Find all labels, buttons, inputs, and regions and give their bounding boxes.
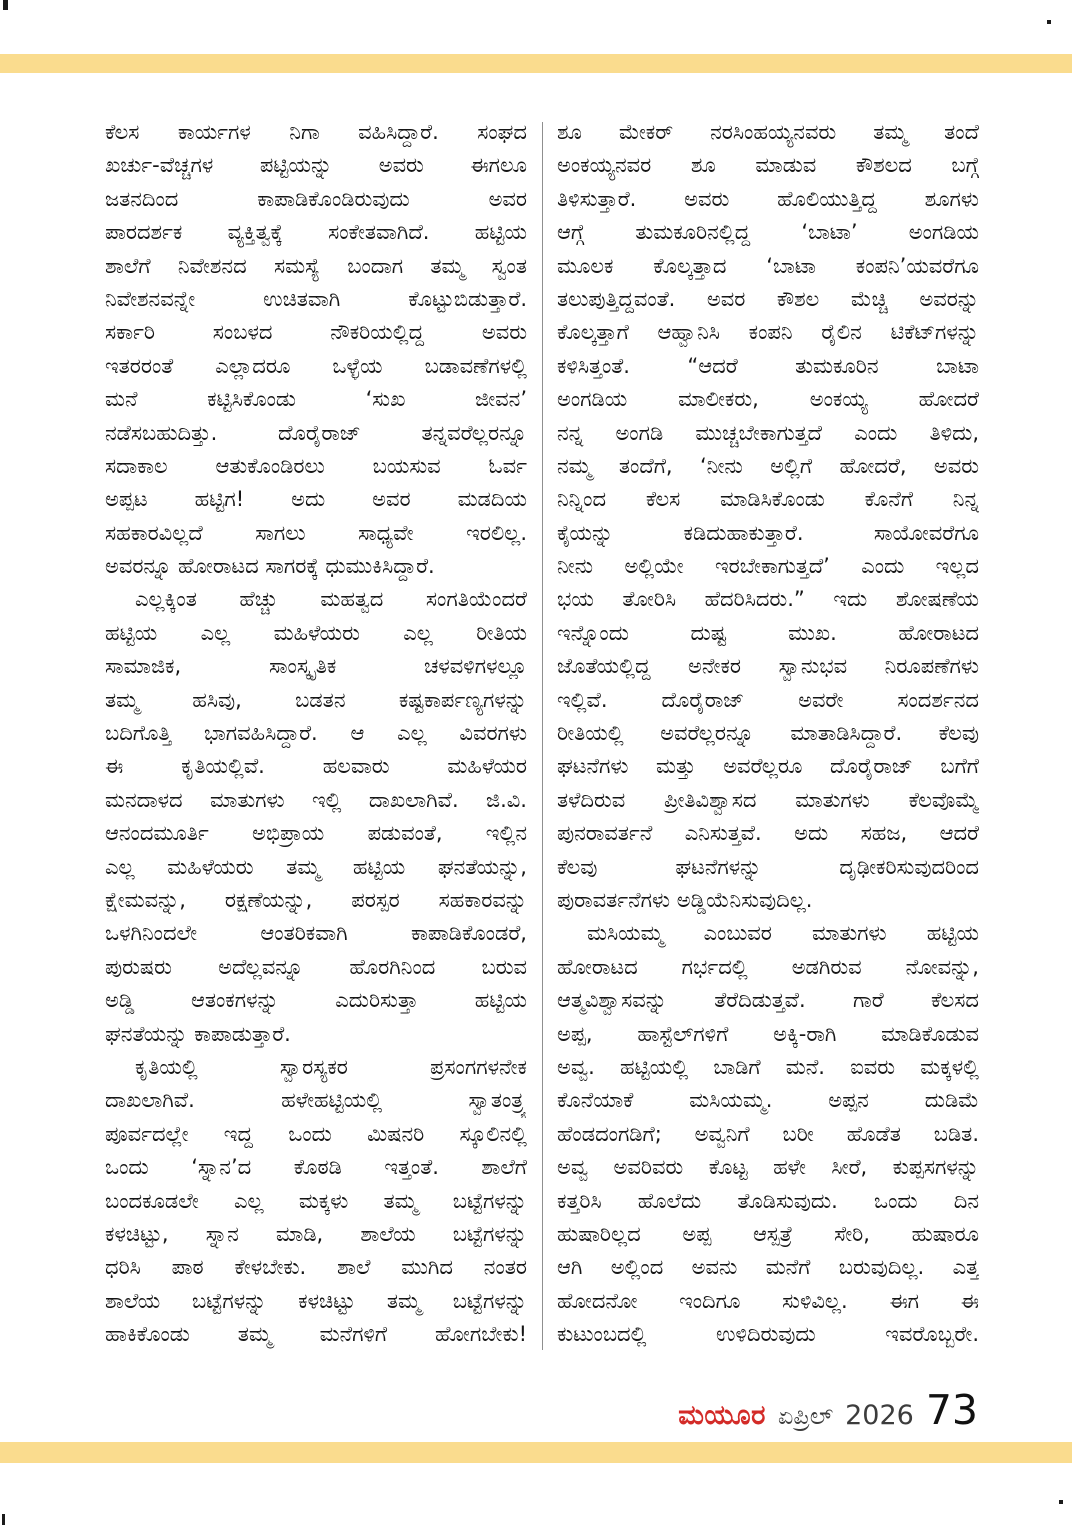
text-line: ಧರಿಸಿ ಪಾಠ ಕೇಳಬೇಕು. ಶಾಲೆ ಮುಗಿದ ನಂತರ (105, 1255, 527, 1280)
text-line: ಕೃತಿಯಲ್ಲಿ ಸ್ವಾರಸ್ಯಕರ ಪ್ರಸಂಗಗಳನೇಕ (135, 1054, 527, 1079)
text-line: ಬಂದಕೂಡಲೇ ಎಲ್ಲ ಮಕ್ಕಳು ತಮ್ಮ ಬಟ್ಟೆಗಳನ್ನು (105, 1188, 527, 1213)
article-body (105, 116, 979, 1351)
text-line: ನೀನು ಅಲ್ಲಿಯೇ ಇರಬೇಕಾಗುತ್ತದೆ’ ಎಂದು ಇಲ್ಲದ (557, 554, 979, 579)
text-line: ಸಾಮಾಜಿಕ, ಸಾಂಸ್ಕೃತಿಕ ಚಳವಳಿಗಳಲ್ಲೂ (105, 654, 527, 679)
text-line: ತಲುಪುತ್ತಿದ್ದವಂತೆ. ಅವರ ಕೌಶಲ ಮೆಚ್ಚಿ ಅವರನ್ನು (557, 286, 979, 311)
text-line: ತಿಳಿಸುತ್ತಾರೆ. ಅವರು ಹೊಲಿಯುತ್ತಿದ್ದ ಶೂಗಳು (557, 186, 979, 211)
text-line: ಇತರರಂತೆ ಎಲ್ಲಾದರೂ ಒಳ್ಳೆಯ ಬಡಾವಣೆಗಳಲ್ಲಿ (105, 353, 527, 378)
text-line: ಖರ್ಚು-ವೆಚ್ಚಗಳ ಪಟ್ಟಿಯನ್ನು ಅವರು ಈಗಲೂ (105, 153, 527, 178)
text-line: ಭಯ ತೋರಿಸಿ ಹೆದರಿಸಿದರು.” ಇದು ಶೋಷಣೆಯ (557, 587, 979, 612)
text-line: ಹುಷಾರಿಲ್ಲದ ಅಪ್ಪ ಆಸ್ಪತ್ರೆ ಸೇರಿ, ಹುಷಾರೂ (557, 1221, 979, 1246)
text-line: ಪುರುಷರು ಅದೆಲ್ಲವನ್ನೂ ಹೊರಗಿನಿಂದ ಬರುವ (105, 954, 527, 979)
text-line: ಎಲ್ಲ ಮಹಿಳೆಯರು ತಮ್ಮ ಹಟ್ಟಿಯ ಘನತೆಯನ್ನು, (105, 854, 527, 879)
text-line: ಹಟ್ಟಿಯ ಎಲ್ಲ ಮಹಿಳೆಯರು ಎಲ್ಲ ರೀತಿಯ (105, 620, 527, 645)
text-line: ಕೊಲ್ಕತ್ತಾಗೆ ಆಹ್ವಾನಿಸಿ ಕಂಪನಿ ರೈಲಿನ ಟಿಕೆಟ್‌ಗಳನ್ನು (557, 320, 979, 345)
text-line: ಅವ್ವ ಅವರಿವರು ಕೊಟ್ಟ ಹಳೇ ಸೀರೆ, ಕುಪ್ಪಸಗಳನ್ನು (557, 1155, 979, 1180)
crop-mark-top-left (3, 0, 8, 10)
magazine-logo: ಮಯೂರ (678, 1400, 766, 1431)
column-divider (542, 122, 543, 1350)
text-line: ಪುನರಾವರ್ತನೆ ಎನಿಸುತ್ತವೆ. ಅದು ಸಹಜ, ಆದರೆ (557, 821, 979, 846)
text-line: ಪೂರ್ವದಲ್ಲೇ ಇದ್ದ ಒಂದು ಮಿಷನರಿ ಸ್ಕೂಲಿನಲ್ಲಿ (105, 1121, 527, 1146)
text-line: ನಡೆಸಬಹುದಿತ್ತು. ದೊರೈರಾಜ್ ತನ್ನವರೆಲ್ಲರನ್ನೂ (105, 420, 527, 445)
text-line: ಇನ್ನೊಂದು ದುಷ್ಟ ಮುಖ. ಹೋರಾಟದ (557, 620, 979, 645)
text-line: ಕ್ಷೇಮವನ್ನು, ರಕ್ಷಣೆಯನ್ನು, ಪರಸ್ಪರ ಸಹಕಾರವನ್ನು (105, 887, 527, 912)
text-line: ಕೆಲಸ ಕಾರ್ಯಗಳ ನಿಗಾ ವಹಿಸಿದ್ದಾರೆ. ಸಂಘದ (105, 120, 527, 144)
issue-month: ಏಪ್ರಿಲ್ (777, 1402, 834, 1430)
text-line: ನಿವೇಶನವನ್ನೇ ಉಚಿತವಾಗಿ ಕೊಟ್ಟುಬಿಡುತ್ತಾರೆ. (105, 286, 527, 311)
text-line: ಹಾಕಿಕೊಂಡು ತಮ್ಮ ಮನೆಗಳಿಗೆ ಹೋಗಬೇಕು! (105, 1322, 527, 1347)
text-line: ಅಂಕಯ್ಯನವರ ಶೂ ಮಾಡುವ ಕೌಶಲದ ಬಗ್ಗೆ (557, 153, 979, 178)
text-line: ಈ ಕೃತಿಯಲ್ಲಿವೆ. ಹಲವಾರು ಮಹಿಳೆಯರ (105, 754, 527, 779)
text-line: ಇಲ್ಲಿವೆ. ದೊರೈರಾಜ್ ಅವರೇ ಸಂದರ್ಶನದ (557, 687, 979, 712)
text-line: ಮನೆ ಕಟ್ಟಿಸಿಕೊಂಡು ‘ಸುಖ ಜೀವನ’ (105, 387, 527, 412)
text-line: ಎಲ್ಲಕ್ಕಿಂತ ಹೆಚ್ಚು ಮಹತ್ವದ ಸಂಗತಿಯೆಂದರೆ (135, 587, 527, 612)
left-column (105, 116, 527, 1351)
text-line: ಹೆಂಡದಂಗಡಿಗೆ; ಅವ್ವನಿಗೆ ಬರೀ ಹೊಡೆತ ಬಡಿತ. (557, 1121, 979, 1146)
text-line: ಜತನದಿಂದ ಕಾಪಾಡಿಕೊಂಡಿರುವುದು ಅವರ (105, 186, 527, 211)
text-line: ಹೋದನೋ ಇಂದಿಗೂ ಸುಳಿವಿಲ್ಲ. ಈಗ ಈ (557, 1288, 979, 1313)
text-line: ನಿನ್ನಿಂದ ಕೆಲಸ ಮಾಡಿಸಿಕೊಂಡು ಕೊನೆಗೆ ನಿನ್ನ (557, 487, 979, 512)
text-line: ಮನದಾಳದ ಮಾತುಗಳು ಇಲ್ಲಿ ದಾಖಲಾಗಿವೆ. ಜಿ.ವಿ. (105, 787, 527, 812)
text-line: ಕತ್ತರಿಸಿ ಹೊಲೆದು ತೊಡಿಸುವುದು. ಒಂದು ದಿನ (557, 1188, 979, 1213)
text-line: ಜೊತೆಯಲ್ಲಿದ್ದ ಅನೇಕರ ಸ್ವಾನುಭವ ನಿರೂಪಣೆಗಳು (557, 654, 979, 679)
text-line: ಮಸಿಯಮ್ಮ ಎಂಬುವರ ಮಾತುಗಳು ಹಟ್ಟಿಯ (587, 921, 979, 946)
text-line: ಆಗಿ ಅಲ್ಲಿಂದ ಅವನು ಮನೆಗೆ ಬರುವುದಿಲ್ಲ. ಎತ್ತ (557, 1255, 979, 1280)
bottom-accent-bar (0, 1442, 1072, 1463)
text-line: ಮೂಲಕ ಕೊಲ್ಕತ್ತಾದ ‘ಬಾಟಾ ಕಂಪನಿ’ಯವರೆಗೂ (557, 253, 979, 278)
text-line: ಅಂಗಡಿಯ ಮಾಲೀಕರು, ಅಂಕಯ್ಯ ಹೋದರೆ (557, 387, 979, 412)
text-line: ಘಟನೆಗಳು ಮತ್ತು ಅವರೆಲ್ಲರೂ ದೊರೈರಾಜ್ ಬಗೆಗೆ (557, 754, 979, 779)
text-line: ಬದಿಗೊತ್ತಿ ಭಾಗವಹಿಸಿದ್ದಾರೆ. ಆ ಎಲ್ಲ ವಿವರಗಳು (105, 721, 527, 746)
page-number: 73 (925, 1386, 978, 1434)
text-line: ತಮ್ಮ ಹಸಿವು, ಬಡತನ ಕಷ್ಟಕಾರ್ಪಣ್ಯಗಳನ್ನು (105, 687, 527, 712)
text-line: ತಳೆದಿರುವ ಪ್ರೀತಿವಿಶ್ವಾಸದ ಮಾತುಗಳು ಕೆಲವೊಮ್ಮೆ (557, 787, 979, 812)
text-line: ಕೆಲವು ಘಟನೆಗಳನ್ನು ದೃಢೀಕರಿಸುವುದರಿಂದ (557, 854, 979, 879)
text-line: ಕಳಿಸಿತ್ತಂತೆ. “ಆದರೆ ತುಮಕೂರಿನ ಬಾಟಾ (557, 353, 979, 378)
text-line: ಶಾಲೆಯ ಬಟ್ಟೆಗಳನ್ನು ಕಳಚಿಟ್ಟು ತಮ್ಮ ಬಟ್ಟೆಗಳನ್ನು (105, 1288, 527, 1313)
text-line: ನನ್ನ ಅಂಗಡಿ ಮುಚ್ಚಬೇಕಾಗುತ್ತದೆ ಎಂದು ತಿಳಿದು, (557, 420, 979, 445)
text-line: ಕೈಯನ್ನು ಕಡಿದುಹಾಕುತ್ತಾರೆ. ಸಾಯೋವರೆಗೂ (557, 520, 979, 545)
issue-year: 2026 (845, 1400, 914, 1431)
text-line: ಅಪ್ಪ, ಹಾಸ್ಟೆಲ್‌ಗಳಿಗೆ ಅಕ್ಕಿ-ರಾಗಿ ಮಾಡಿಕೊಡುವ (557, 1021, 979, 1046)
text-line: ದಾಖಲಾಗಿವೆ. ಹಳೇಹಟ್ಟಿಯಲ್ಲಿ ಸ್ವಾತಂತ್ರ್ಯ (105, 1088, 527, 1113)
text-line: ಕಳಚಿಟ್ಟು, ಸ್ನಾನ ಮಾಡಿ, ಶಾಲೆಯ ಬಟ್ಟೆಗಳನ್ನು (105, 1221, 527, 1246)
text-line: ಅವ್ವ. ಹಟ್ಟಿಯಲ್ಲಿ ಬಾಡಿಗೆ ಮನೆ. ಐವರು ಮಕ್ಕಳಲ್ಲಿ (557, 1054, 979, 1079)
text-line: ಸದಾಕಾಲ ಆತುಕೊಂಡಿರಲು ಬಯಸುವ ಓರ್ವ (105, 453, 527, 478)
text-line: ನಮ್ಮ ತಂದೆಗೆ, ‘ನೀನು ಅಲ್ಲಿಗೆ ಹೋದರೆ, ಅವರು (557, 453, 979, 478)
text-line: ಒಂದು ‘ಸ್ನಾನ’ದ ಕೊಠಡಿ ಇತ್ತಂತೆ. ಶಾಲೆಗೆ (105, 1155, 527, 1180)
right-column (557, 116, 979, 1351)
crop-mark-top-right (1047, 20, 1051, 24)
text-line: ಶೂ ಮೇಕರ್ ನರಸಿಂಹಯ್ಯನವರು ತಮ್ಮ ತಂದೆ (557, 120, 979, 144)
text-line: ಒಳಗಿನಿಂದಲೇ ಆಂತರಿಕವಾಗಿ ಕಾಪಾಡಿಕೊಂಡರೆ, (105, 921, 527, 946)
text-line: ಕೊನೆಯಾಕೆ ಮಸಿಯಮ್ಮ. ಅಪ್ಪನ ದುಡಿಮೆ (557, 1088, 979, 1113)
page-footer (678, 1386, 978, 1434)
text-line: ಆನಂದಮೂರ್ತಿ ಅಭಿಪ್ರಾಯ ಪಡುವಂತೆ, ಇಲ್ಲಿನ (105, 821, 527, 846)
text-line: ಅಡ್ಡಿ ಆತಂಕಗಳನ್ನು ಎದುರಿಸುತ್ತಾ ಹಟ್ಟಿಯ (105, 988, 527, 1013)
text-line: ಶಾಲೆಗೆ ನಿವೇಶನದ ಸಮಸ್ಯೆ ಬಂದಾಗ ತಮ್ಮ ಸ್ವಂತ (105, 253, 527, 278)
text-line: ಹೋರಾಟದ ಗರ್ಭದಲ್ಲಿ ಅಡಗಿರುವ ನೋವನ್ನು, (557, 954, 979, 979)
text-line: ಕುಟುಂಬದಲ್ಲಿ ಉಳಿದಿರುವುದು ಇವರೊಬ್ಬರೇ. (557, 1322, 979, 1347)
text-line: ಪುರಾವರ್ತನೆಗಳು ಅಡ್ಡಿಯೆನಿಸುವುದಿಲ್ಲ. (557, 887, 813, 912)
text-line: ಆಗ್ಗೆ ತುಮಕೂರಿನಲ್ಲಿದ್ದ ‘ಬಾಟಾ’ ಅಂಗಡಿಯ (557, 220, 979, 245)
crop-mark-bottom-left (2, 1514, 5, 1525)
text-line: ಪಾರದರ್ಶಕ ವ್ಯಕ್ತಿತ್ವಕ್ಕೆ ಸಂಕೇತವಾಗಿದೆ. ಹಟ್ಟಿಯ (105, 220, 527, 245)
top-accent-bar (0, 54, 1072, 73)
text-line: ಆತ್ಮವಿಶ್ವಾಸವನ್ನು ತೆರೆದಿಡುತ್ತವೆ. ಗಾರೆ ಕೆಲಸದ (557, 988, 979, 1013)
text-line: ಘನತೆಯನ್ನು ಕಾಪಾಡುತ್ತಾರೆ. (105, 1021, 291, 1046)
text-line: ಸರ್ಕಾರಿ ಸಂಬಳದ ನೌಕರಿಯಲ್ಲಿದ್ದ ಅವರು (105, 320, 527, 345)
text-line: ಸಹಕಾರವಿಲ್ಲದೆ ಸಾಗಲು ಸಾಧ್ಯವೇ ಇರಲಿಲ್ಲ. (105, 520, 527, 545)
crop-mark-bottom-right (1059, 1500, 1063, 1504)
text-line: ಅಪ್ಪಟ ಹಟ್ಟಿಗ! ಅದು ಅವರ ಮಡದಿಯ (105, 487, 527, 512)
text-line: ರೀತಿಯಲ್ಲಿ ಅವರೆಲ್ಲರನ್ನೂ ಮಾತಾಡಿಸಿದ್ದಾರೆ. ಕೆಲವು (557, 721, 979, 746)
text-line: ಅವರನ್ನೂ ಹೋರಾಟದ ಸಾಗರಕ್ಕೆ ಧುಮುಕಿಸಿದ್ದಾರೆ. (105, 554, 435, 579)
